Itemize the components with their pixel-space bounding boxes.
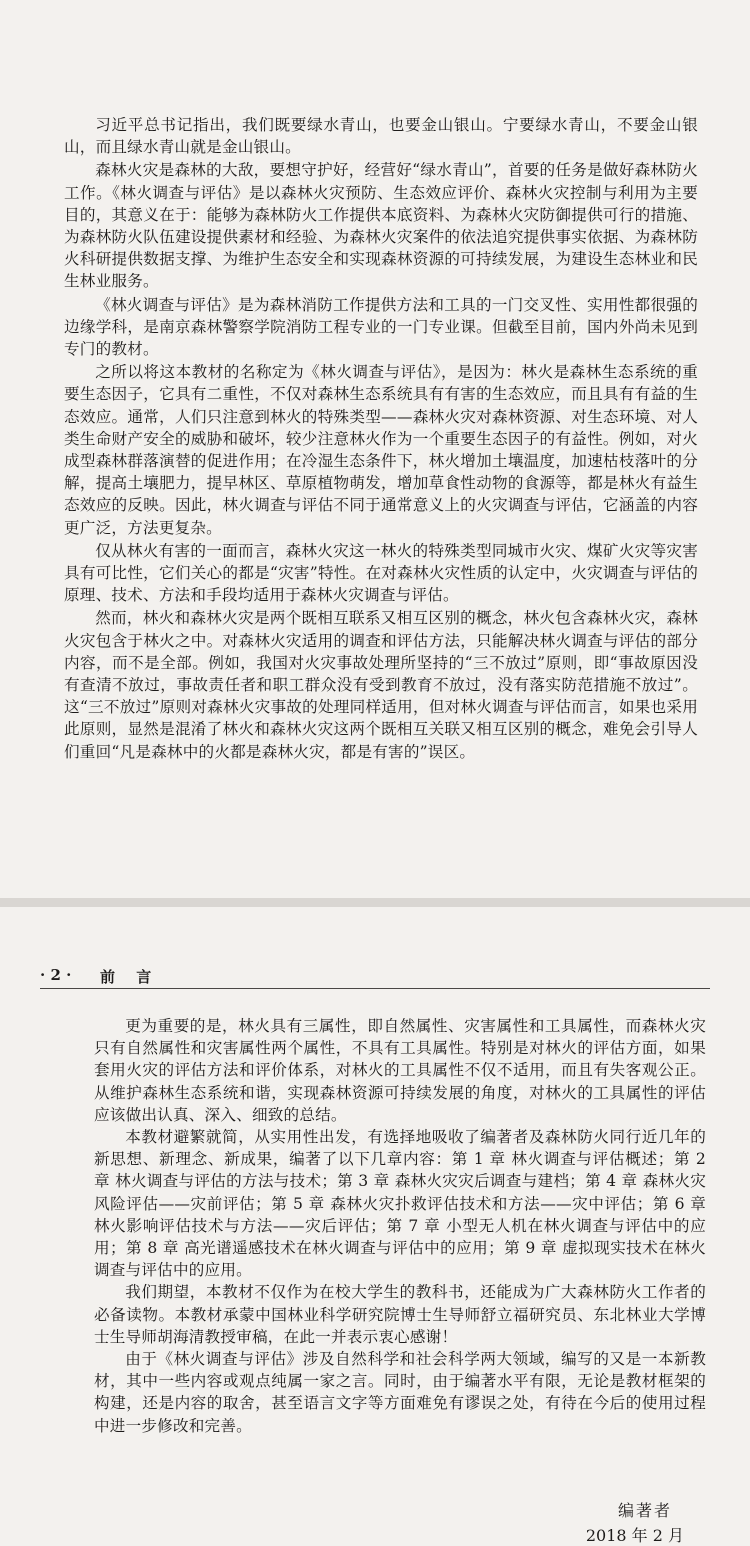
paragraph: 《林火调查与评估》是为森林消防工作提供方法和工具的一门交叉性、实用性都很强的边缘学科，是南京森林警察学院消防工程专业的一门专业课。但截至目前，国内外尚未见到专门的教材。	[64, 295, 698, 359]
lower-page	[0, 907, 750, 1546]
paragraph: 之所以将这本教材的名称定为《林火调查与评估》，是因为：林火是森林生态系统的重要生态因子，它具有二重性，不仅对森林生态系统具有有害的生态效应，而且具有有益的生态效应。通常，人们只注意到林火的特殊类型——森林火灾对森林资源、对生态环境、对人类生命财产安全的威胁和破坏，较少注意林火作为一个重要生态因子的有益性。例如，对火成型森林群落演替的促进作用；在冷湿生态条件下，林火增加土壤温度，加速枯枝落叶的分解，提高土壤肥力，提早林区、草原植物萌发，增加草食性动物的食源等，都是林火有益生态效应的反映。因此，林火调查与评估不同于通常意义上的火灾调查与评估，它涵盖的内容更广泛，方法更复杂。	[64, 363, 698, 537]
paragraph: 仅从林火有害的一面而言，森林火灾这一林火的特殊类型同城市火灾、煤矿火灾等灾害具有可比性，它们关心的都是“灾害”特性。在对森林火灾性质的认定中，火灾调查与评估的原理、技术、方法和手段均适用于森林火灾调查与评估。	[64, 541, 698, 605]
paragraph: 更为重要的是，林火具有三属性，即自然属性、灾害属性和工具属性，而森林火灾只有自然属性和灾害属性两个属性，不具有工具属性。特别是对林火的评估方面，如果套用火灾的评估方法和评价体系，对林火的工具属性不仅不适用，而且有失客观公正。从维护森林生态系统和谐，实现森林资源可持续发展的角度，对林火的工具属性的评估应该做出认真、深入、细致的总结。	[94, 1017, 706, 1124]
section-title: 前 言	[100, 968, 160, 986]
running-header	[40, 966, 710, 989]
signature-date: 2018 年 2 月	[585, 1526, 684, 1545]
page-number: · 2 ·	[40, 966, 72, 984]
signature-author: 编著者	[617, 1501, 672, 1520]
paragraph: 习近平总书记指出，我们既要绿水青山，也要金山银山。宁要绿水青山，不要金山银山，而且绿水青山就是金山银山。	[64, 116, 698, 157]
paragraph: 由于《林火调查与评估》涉及自然科学和社会科学两大领域，编写的又是一本新教材，其中一些内容或观点纯属一家之言。同时，由于编著水平有限，无论是教材框架的构建，还是内容的取舍，甚至语言文字等方面难免有谬误之处，有待在今后的使用过程中进一步修改和完善。	[94, 1350, 706, 1435]
paragraph: 本教材避繁就简，从实用性出发，有选择地吸收了编著者及森林防火同行近几年的新思想、新理念、新成果，编著了以下几章内容：第 1 章 林火调查与评估概述；第 2 章 林火调查与评估的方法与技术；第 3 章 森林火灾灾后调查与建档；第 4 章 森林火灾风险评估——灾前评估；第 5 章 森林火灾扑救评估技术和方法——灾中评估；第 6 章 林火影响评估技术与方法——灾后评估；第 7 章 小型无人机在林火调查与评估中的应用；第 8 章 高光谱遥感技术在林火调查与评估中的应用；第 9 章 虚拟现实技术在林火调查与评估中的应用。	[94, 1128, 706, 1280]
paragraph: 我们期望，本教材不仅作为在校大学生的教科书，还能成为广大森林防火工作者的必备读物。本教材承蒙中国林业科学研究院博士生导师舒立福研究员、东北林业大学博士生导师胡海清教授审稿，在此一并表示衷心感谢！	[94, 1283, 706, 1346]
lower-page-body	[94, 1015, 706, 1437]
paragraph: 然而，林火和森林火灾是两个既相互联系又相互区别的概念，林火包含森林火灾，森林火灾包含于林火之中。对森林火灾适用的调查和评估方法，只能解决林火调查与评估的部分内容，而不是全部。例如，我国对火灾事故处理所坚持的“三不放过”原则，即“事故原因没有查清不放过，事故责任者和职工群众没有受到教育不放过，没有落实防范措施不放过”。这“三不放过”原则对森林火灾事故的处理同样适用，但对林火调查与评估而言，如果也采用此原则，显然是混淆了林火和森林火灾这两个既相互关联又相互区别的概念，难免会引导人们重回“凡是森林中的火都是森林火灾，都是有害的”误区。	[64, 609, 698, 761]
upper-page-body	[64, 114, 698, 763]
page-separator	[0, 898, 750, 907]
paragraph: 森林火灾是森林的大敌，要想守护好，经营好“绿水青山”，首要的任务是做好森林防火工作。《林火调查与评估》是以森林火灾预防、生态效应评价、森林火灾控制与利用为主要目的，其意义在于：能够为森林防火工作提供本底资料、为森林火灾防御提供可行的措施、为森林防火队伍建设提供素材和经验、为森林火灾案件的依法追究提供事实依据、为森林防火科研提供数据支撑、为维护生态安全和实现森林资源的可持续发展，为建设生态林业和民生林业服务。	[64, 161, 698, 291]
